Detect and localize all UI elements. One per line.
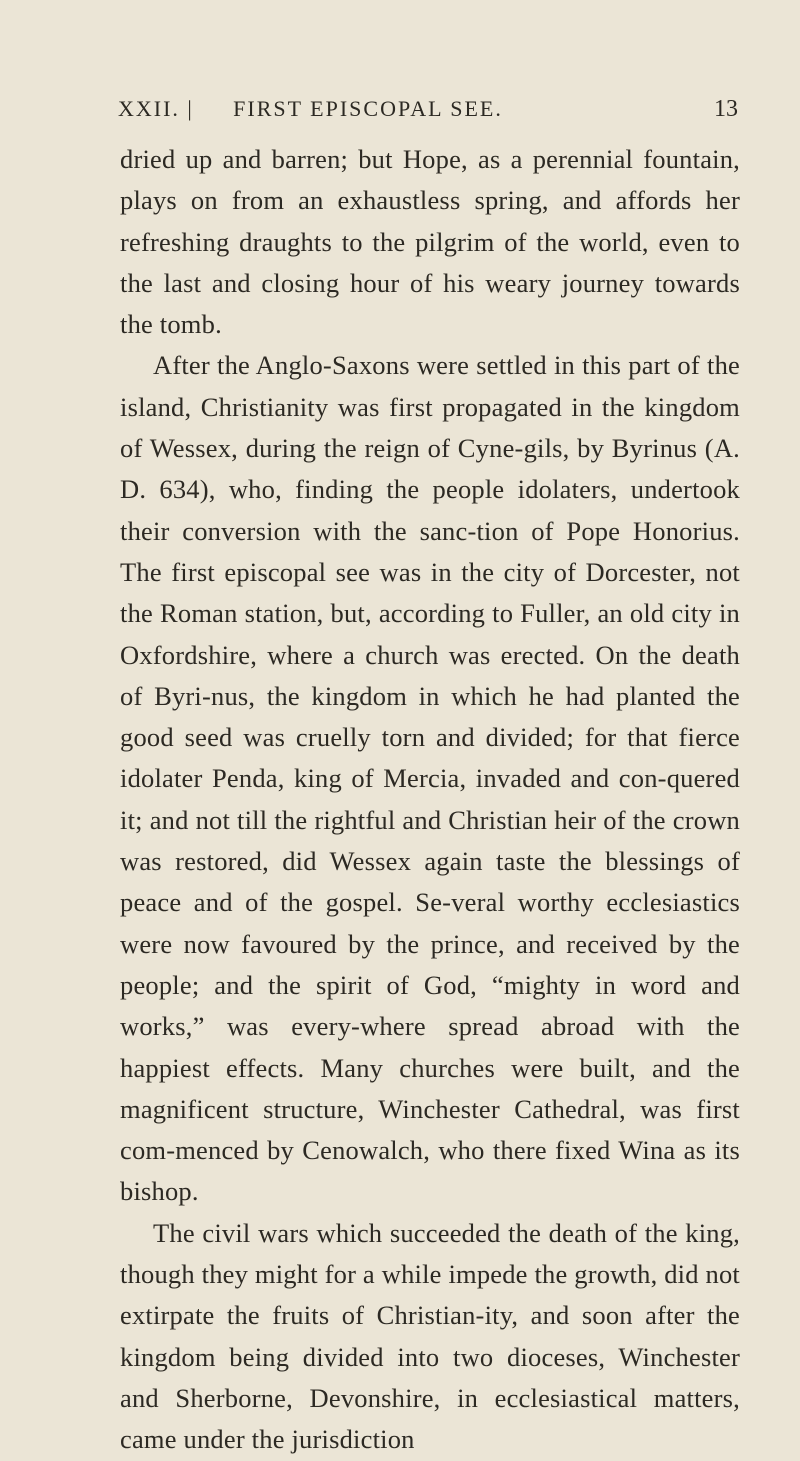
running-title: FIRST EPISCOPAL SEE.	[233, 96, 503, 121]
page-number: 13	[714, 96, 738, 122]
paragraph-continued: dried up and barren; but Hope, as a perennial fountain, plays on from an exhaustless spring, and affords her refreshing draughts to the pilgrim of the world, even to the last and closing hour of his weary journey towards the tomb.	[120, 144, 740, 340]
body-text	[120, 139, 740, 1461]
paragraph-civil-wars: The civil wars which succeeded the death of the king, though they might for a while impede the growth, did not extirpate the fruits of Christian-ity, and soon after the kingdom being divided into two dioceses, Winchester and Sherborne, Devonshire, in ecclesiastical matters, came under the jurisdiction	[120, 1217, 740, 1455]
paragraph-anglo-saxons: After the Anglo-Saxons were settled in this part of the island, Christianity was first propagated in the kingdom of Wessex, during the reign of Cyne-gils, by Byrinus (A. D. 634), who, finding the people idolaters, undertook their conversion with the sanc-tion of Pope Honorius. The first episcopal see was in the city of Dorcester, not the Roman station, but, according to Fuller, an old city in Oxfordshire, where a church was erected. On the death of Byri-nus, the kingdom in which he had planted the good seed was cruelly torn and divided; for that fierce idolater Penda, king of Mercia, invaded and con-quered it; and not till the rightful and Christian heir of the crown was restored, did Wessex again taste the blessings of peace and of the gospel. Se-veral worthy ecclesiastics were now favoured by the prince, and received by the people; and the spirit of God, “mighty in word and works,” was every-where spread abroad with the happiest effects. Many churches were built, and the magnificent structure, Winchester Cathedral, was first com-menced by Cenowalch, who there fixed Wina as its bishop.	[120, 350, 740, 1207]
running-head	[118, 94, 738, 124]
chapter-number: XXII. |	[118, 96, 194, 121]
